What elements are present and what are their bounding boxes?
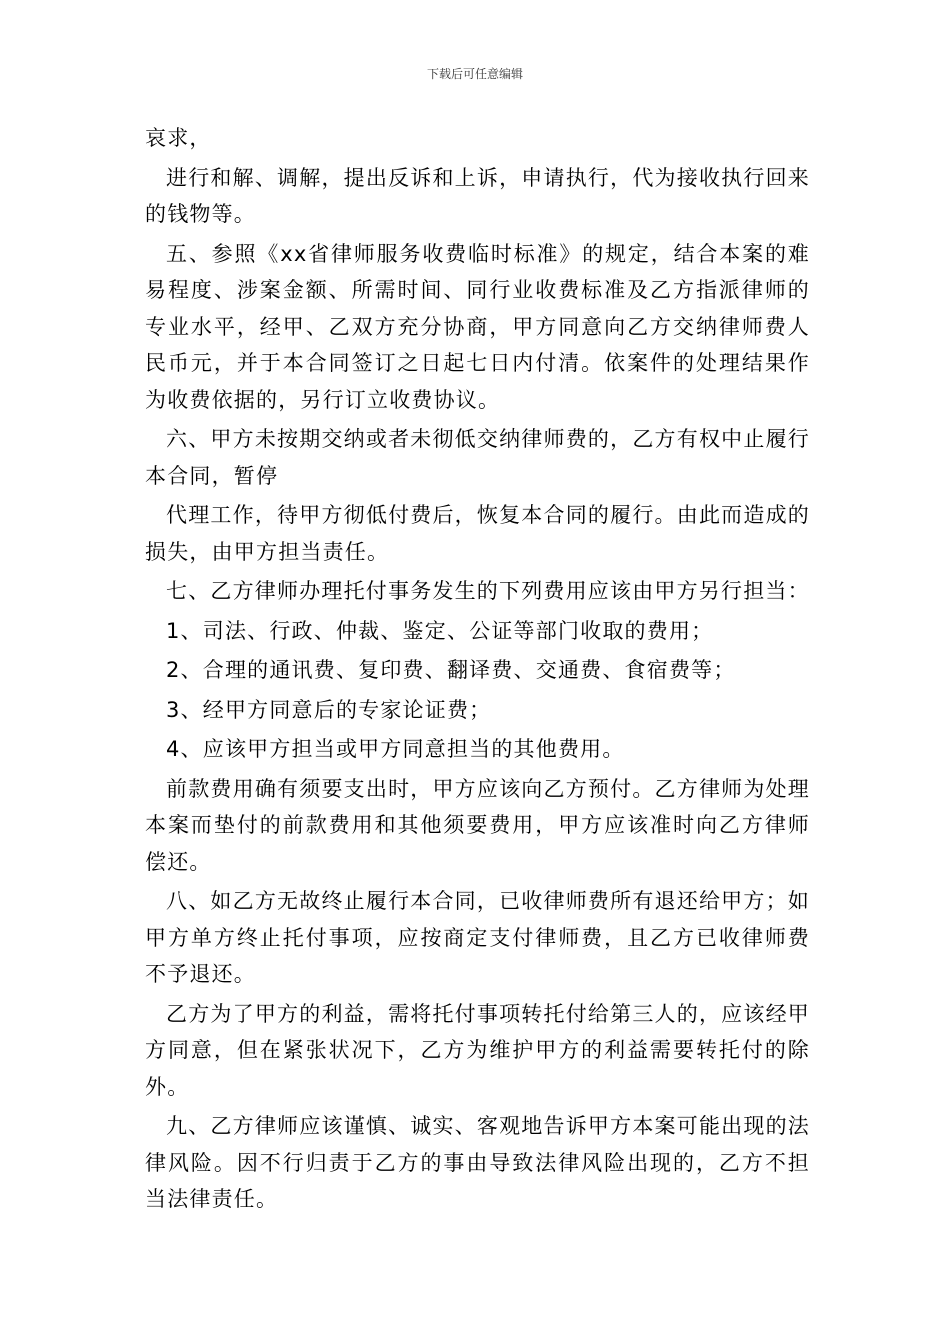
paragraph: 前款费用确有须要支出时，甲方应该向乙方预付。乙方律师为处理本案而垫付的前款费用和其他须要费用，甲方应该准时向乙方律师偿还。 — [145, 776, 810, 874]
list-item: 2、合理的通讯费、复印费、翻译费、交通费、食宿费等； — [166, 658, 736, 682]
paragraph: 八、如乙方无故终止履行本合同，已收律师费所有退还给甲方；如甲方单方终止托付事项，应按商定支付律师费，且乙方已收律师费不予退还。 — [145, 889, 810, 986]
paragraph: 代理工作，待甲方彻低付费后，恢复本合同的履行。由此而造成的损失，由甲方担当责任。 — [145, 503, 810, 564]
paragraph: 进行和解、调解，提出反诉和上诉，申请执行，代为接收执行回来的钱物等。 — [145, 165, 810, 226]
paragraph: 五、参照《xx省律师服务收费临时标准》的规定，结合本案的难易程度、涉案金额、所需时间、同行业收费标准及乙方指派律师的专业水平，经甲、乙双方充分协商，甲方同意向乙方交纳律师费人民币元，并于本合同签订之日起七日内付清。依案件的处理结果作为收费依据的，另行订立收费协议。 — [145, 241, 810, 412]
paragraph: 七、乙方律师办理托付事务发生的下列费用应该由甲方另行担当： — [166, 579, 810, 603]
paragraph: 九、乙方律师应该谨慎、诚实、客观地告诉甲方本案可能出现的法律风险。因不行归责于乙方的事由导致法律风险出现的，乙方不担当法律责任。 — [145, 1114, 810, 1211]
paragraph: 哀求， — [145, 126, 212, 150]
list-item: 4、应该甲方担当或甲方同意担当的其他费用。 — [166, 737, 625, 761]
paragraph: 六、甲方未按期交纳或者未彻低交纳律师费的，乙方有权中止履行本合同，暂停 — [145, 427, 810, 488]
page-header-note: 下载后可任意编辑 — [426, 67, 523, 81]
list-item: 1、司法、行政、仲裁、鉴定、公证等部门收取的费用； — [166, 618, 714, 643]
document-body — [145, 120, 810, 1221]
list-item: 3、经甲方同意后的专家论证费； — [166, 697, 492, 722]
paragraph: 乙方为了甲方的利益，需将托付事项转托付给第三人的，应该经甲方同意，但在紧张状况下，乙方为维护甲方的利益需要转托付的除外。 — [145, 1001, 810, 1099]
